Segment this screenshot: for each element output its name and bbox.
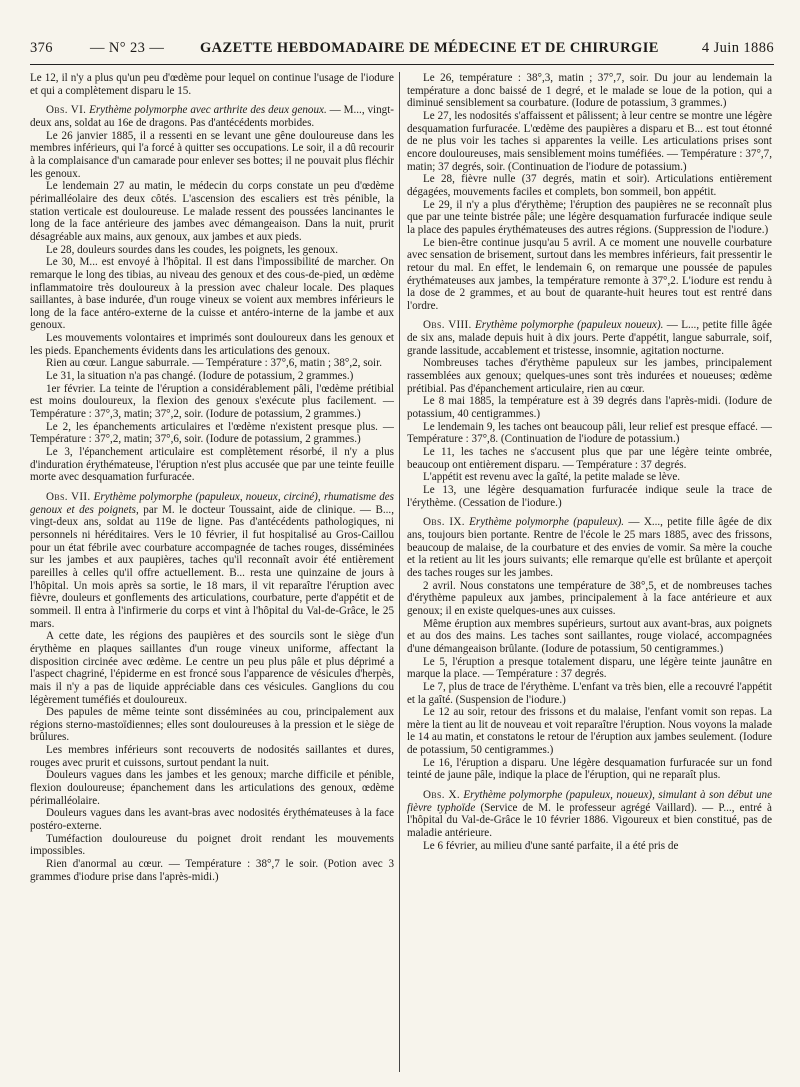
right-column	[407, 72, 772, 1072]
body-paragraph: Le 28, douleurs sourdes dans les coudes, les poignets, les genoux.	[46, 243, 339, 256]
observation-heading-paragraph	[407, 516, 772, 579]
body-paragraph: Le 30, M... est envoyé à l'hôpital. Il est dans l'impossibilité de marcher. On remarque le long des tibias, au niveau des genoux et des cous-de-pied, un œdème inflammatoire très douloureux à la pression avec chaleur locale. Des plaques saillantes, à base indurée, d'un rouge vineux se voient aux membres inférieurs le long de la face antéro-externe de la cuisse et antéro-interne de la jambe et aux genoux.	[30, 256, 394, 332]
body-paragraph: Le 12 au soir, retour des frissons et du malaise, l'enfant vomit son repas. La mère la tient au lit de nouveau et voit reparaître l'éruption. Nous voyons la malade le 14 au matin, et constatons le retour de l'éruption aux jambes seulement. (Iodure de potassium, 50 centigrammes.)	[407, 706, 772, 757]
body-paragraph: Le 28, fièvre nulle (37 degrés, matin et soir). Articulations entièrement dégagées, mouvements faciles et complets, bon sommeil, bon appétit.	[407, 173, 772, 198]
observation-label: Obs. X.	[423, 789, 460, 802]
body-paragraph: Le 8 mai 1885, la température est à 39 degrés dans l'après-midi. (Iodure de potassium, 40 centigrammes.)	[407, 395, 772, 421]
body-paragraph: Le lendemain 27 au matin, le médecin du corps constate un peu d'œdème périmalléolaire des deux côtés. L'ascension des escaliers est très pénible, la station verticale est douloureuse. Le malade ressent des poussées lancinantes le long de la face antérieure des jambes avec démangeaison. Dans la nuit, prurit désagréable aux mains, aux genoux, aux jambes et aux pieds.	[30, 180, 394, 243]
body-paragraph: Le 3, l'épanchement articulaire est complètement résorbé, il n'y a plus d'induration érythémateuse, l'éruption n'est plus accusée que par une teinte feuille morte avec desquamation furfuracée.	[30, 446, 394, 484]
column-divider	[399, 72, 400, 1072]
observation-title: Erythème polymorphe (papuleux, noueux, circiné), rhumatisme des genoux et des poignets,	[30, 491, 394, 516]
body-paragraph: Rien d'anormal au cœur. — Température : 38°,7 le soir. (Potion avec 3 grammes d'iodure prise dans l'après-midi.)	[30, 858, 394, 883]
body-paragraph: Le 26 janvier 1885, il a ressenti en se levant une gêne douloureuse dans les membres inférieurs, qui l'a forcé à quitter ses occupations. Le soir, il a dû recourir à la complaisance d'un camarade pour enlever ses bottes; il ne pouvait plus fléchir les genoux.	[30, 129, 394, 180]
body-paragraph: A cette date, les régions des paupières et des sourcils sont le siège d'un érythème en plaques saillantes d'un rouge vineux uniforme, affectant la disposition circinée avec œdème. Le centre un peu plus pâle et plus déprimé a l'aspect chagriné, l'épiderme en est froncé sous l'apparence de vésicules d'herpès, mais il n'y a pas de liquide appréciable dans ces vésicules. Ganglions du cou légèrement tuméfiés et douloureux.	[30, 630, 394, 706]
body-paragraph: Tuméfaction douloureuse du poignet droit rendant les mouvements impossibles.	[30, 832, 394, 858]
body-paragraph: Le 12, il n'y a plus qu'un peu d'œdème pour lequel on continue l'usage de l'iodure et qui a complètement disparu le 15.	[30, 72, 394, 97]
body-paragraph: Des papules de même teinte sont disséminées au cou, principalement aux régions sterno-mastoïdiennes; elles sont douloureuses à la pression et le siège de brûlures.	[30, 706, 394, 744]
page-number: 376	[30, 40, 53, 56]
body-paragraph: Le 6 février, au milieu d'une santé parfaite, il a été pris de	[423, 839, 679, 852]
left-column	[30, 72, 394, 1072]
running-header	[30, 40, 774, 62]
body-paragraph: Le 11, les taches ne s'accusent plus que par une légère teinte ombrée, beaucoup ont entièrement disparu. — Température : 37 degrés.	[407, 446, 772, 471]
body-paragraph: Même éruption aux membres supérieurs, surtout aux avant-bras, aux poignets et au dos des mains. Les taches sont saillantes, rouge violacé, accompagnées d'une démangeaison brûlante. (Iodure de potassium, 50 centigrammes.)	[407, 617, 772, 655]
observation-title: Erythème polymorphe (papuleux noueux).	[474, 319, 664, 332]
body-paragraph: Le 5, l'éruption a presque totalement disparu, une légère teinte jaunâtre en marque la place. — Température : 37 degrés.	[407, 655, 772, 681]
observation-title: Erythème polymorphe avec arthrite des deux genoux.	[89, 104, 327, 117]
observation-text: — X..., petite fille âgée de dix ans, toujours bien portante. Rentre de l'école le 25 mars 1885, avec des frissons, beaucoup de malaise, de la courbature et des envies de vomir. Sa mère la couche et la retient au lit les jours suivants; elle remarque qu'elle est brûlante et aperçoit des taches rouges sur les jambes.	[407, 516, 772, 579]
observation-label: Obs. VI.	[46, 104, 87, 117]
body-paragraph: L'appétit est revenu avec la gaîté, la petite malade se lève.	[423, 471, 681, 484]
body-paragraph: Le 31, la situation n'a pas changé. (Iodure de potassium, 2 grammes.)	[46, 370, 354, 383]
observation-text: (Service de M. le professeur agrégé Vaillard). — P..., entré à l'hôpital du Val-de-Grâce le 10 février 1886. Vigoureux et bien constitué, pas de maladie antérieure.	[407, 801, 772, 840]
body-paragraph: Rien au cœur. Langue saburrale. — Température : 37°,6, matin ; 38°,2, soir.	[46, 357, 382, 370]
observation-text: — L..., petite fille âgée de six ans, malade depuis huit à dix jours. Perte d'appétit, langue saburrale, soif, grande lassitude, accablement et tristesse, insomnie, agitation nocturne.	[407, 319, 772, 357]
observation-text: par M. le docteur Toussaint, aide de clinique. — B..., vingt-deux ans, soldat au 119e de ligne. Pas d'antécédents pathologiques, ni personnels ni héréditaires. Vers le 10 février, il fut hospitalisé au Gros-Caillou pour un état fébrile avec courbature accompagnée de taches rouges, disséminées sur les jambes et aux paupières, taches qu'il reconnaît avoir été entièrement pareilles à celles qu'il offre actuellement. B... resta une quinzaine de jours à l'hôpital. Un mois après sa sortie, le 18 mars, il vit reparaître l'éruption avec fièvre, douleurs et gonflements des articulations, courbature, perte d'appétit et de sommeil. Il entra à l'infirmerie du corps et vint à l'hôpital du Val-de-Grâce, le 25 mars.	[30, 503, 394, 630]
body-paragraph: Le 29, il n'y a plus d'érythème; l'éruption des paupières ne se reconnaît plus que par une teinte bistrée pâle; une légère desquamation furfuracée indique seule la place des papules érythémateuses des autres régions. (Suppression de l'iodure.)	[407, 198, 772, 236]
body-paragraph: Le 27, les nodosités s'affaissent et pâlissent; à leur centre se montre une légère desquamation furfuracée. L'œdème des paupières a disparu et B... est tout étonné de ne plus voir les taches si apparentes la veille. Les articulations prises sont encore douloureuses, mais sensiblement moins tuméfiées. — Température : 37°,7, matin; 37 degrés, soir. (Continuation de l'iodure de potassium.)	[407, 109, 772, 173]
journal-title: GAZETTE HEBDOMADAIRE DE MÉDECINE ET DE CHIRURGIE	[200, 40, 659, 56]
body-paragraph: Le bien-être continue jusqu'au 5 avril. A ce moment une nouvelle courbature avec sensation de brisement, surtout dans les membres inférieurs, fait pressentir le retour du mal. En effet, le lendemain 6, on remarque une poussée de papules érythémateuses aux jambes, la température remonte à 37°,2. L'iodure est rendu à la dose de 2 grammes, et au bout de quarante-huit heures tout est rentré dans l'ordre.	[407, 236, 772, 312]
body-paragraph: Douleurs vagues dans les avant-bras avec nodosités érythémateuses à la face postéro-externe.	[30, 807, 394, 833]
body-paragraph: Le 2, les épanchements articulaires et l'œdème n'existent presque plus. — Température : 37°,2, matin; 37°,6, soir. (Iodure de potassium, 2 grammes.)	[30, 420, 394, 446]
body-paragraph: Le 16, l'éruption a disparu. Une légère desquamation furfuracée sur un fond teinté de jaune pâle, indique la place de l'éruption, qui ne reparaît plus.	[407, 756, 772, 782]
body-paragraph: Nombreuses taches d'érythème papuleux sur les jambes, principalement rassemblées aux genoux; quelques-unes sont très indurées et noueuses; œdème prétibial. Pas d'épanchement articulaire, rien au cœur.	[407, 357, 772, 395]
issue-number: — N° 23 —	[90, 40, 165, 56]
observation-title: Erythème polymorphe (papuleux, noueux), simulant à son début une fièvre typhoïde	[407, 789, 772, 814]
observation-label: Obs. IX.	[423, 516, 465, 529]
body-paragraph: Le 13, une légère desquamation furfuracée indique seule la trace de l'érythème. (Cessation de l'iodure.)	[407, 484, 772, 509]
header-rule	[30, 64, 774, 65]
observation-heading-paragraph	[30, 491, 394, 630]
body-paragraph: Les mouvements volontaires et imprimés sont douloureux dans les genoux et les pieds. Epanchements évidents dans les articulations des genoux.	[30, 332, 394, 357]
observation-label: Obs. VIII.	[423, 319, 472, 332]
observation-title: Erythème polymorphe (papuleux).	[469, 516, 625, 529]
observation-heading-paragraph	[407, 319, 772, 357]
observation-heading-paragraph	[30, 104, 394, 129]
observation-heading-paragraph	[407, 789, 772, 840]
observation-text: — M..., vingt-deux ans, soldat au 16e de dragons. Pas d'antécédents morbides.	[30, 104, 394, 129]
issue-date: 4 Juin 1886	[701, 40, 774, 56]
observation-label: Obs. VII.	[46, 491, 91, 503]
body-paragraph: 2 avril. Nous constatons une température de 38°,5, et de nombreuses taches d'érythème papuleux aux jambes, principalement à la face antérieure et aux genoux; il en existe quelques-unes aux cuisses.	[407, 579, 772, 617]
body-paragraph: Le lendemain 9, les taches ont beaucoup pâli, leur relief est presque effacé. — Température : 37°,8. (Continuation de l'iodure de potassium.)	[407, 420, 772, 446]
body-paragraph: Les membres inférieurs sont recouverts de nodosités saillantes et dures, rouges avec prurit et cuissons, surtout pendant la nuit.	[30, 744, 394, 769]
body-paragraph: Douleurs vagues dans les jambes et les genoux; marche difficile et pénible, flexion douloureuse; épanchement dans les articulations des genoux, œdème périmalléolaire.	[30, 769, 394, 807]
body-paragraph: Le 26, température : 38°,3, matin ; 37°,7, soir. Du jour au lendemain la température a donc baissé de 1 degré, et le malade se loue de la potion, qui a diminué sensiblement sa courbature. (Iodure de potassium, 3 grammes.)	[407, 72, 772, 110]
body-paragraph: Le 7, plus de trace de l'érythème. L'enfant va très bien, elle a recouvré l'appétit et la gaîté. (Suspension de l'iodure.)	[407, 680, 772, 706]
body-paragraph: 1er février. La teinte de l'éruption a considérablement pâli, l'œdème prétibial est moins douloureux, la flexion des genoux s'exécute plus facilement. — Température : 37°,3, matin; 37°,2, soir. (Iodure de potassium, 2 grammes.)	[30, 382, 394, 421]
